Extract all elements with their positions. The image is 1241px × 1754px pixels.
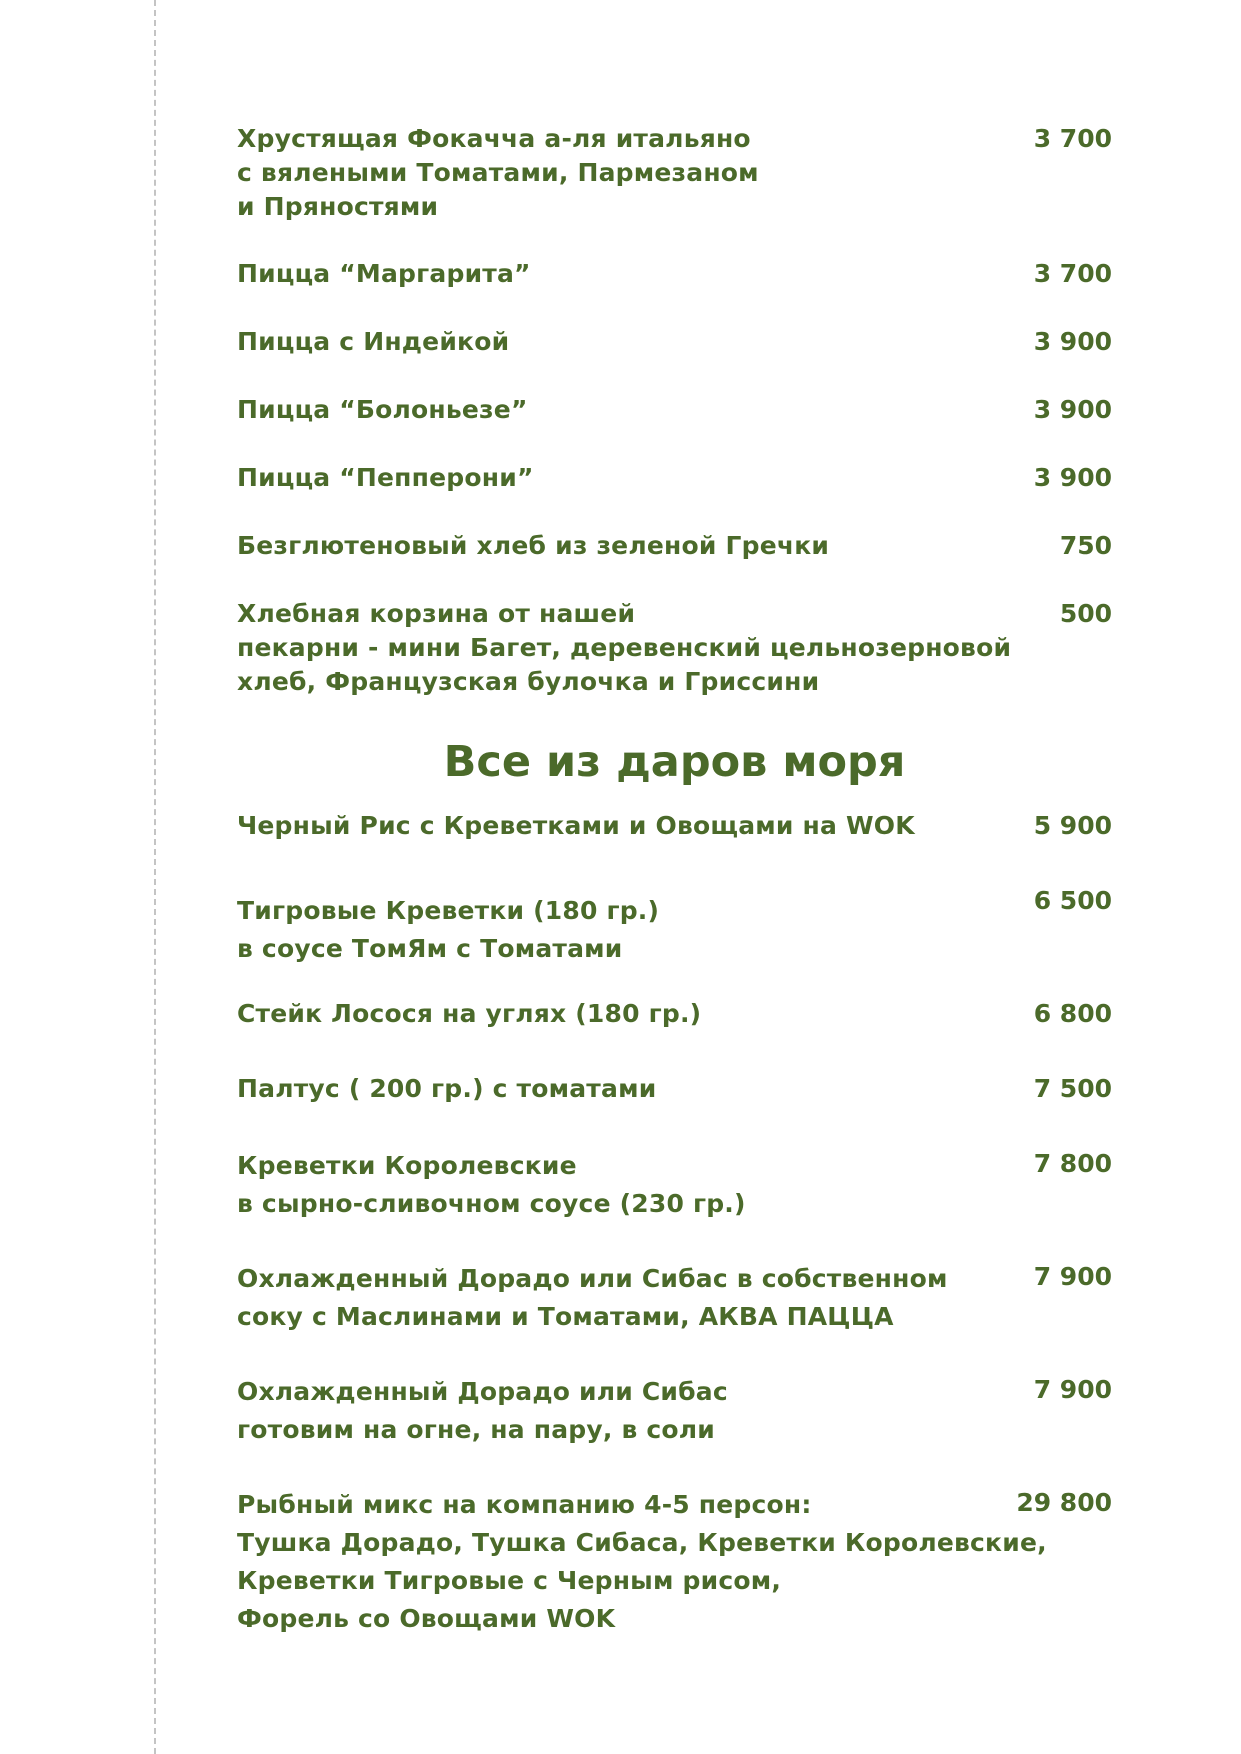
- menu-item-pizza-turkey: [237, 325, 1112, 359]
- margin-divider: [154, 0, 156, 1754]
- item-name: [237, 809, 997, 843]
- item-price: 3 900: [1033, 327, 1112, 356]
- menu-item-pizza-pepperoni: [237, 461, 1112, 495]
- item-name-line: Хлебная корзина от нашей: [237, 599, 636, 628]
- menu-item-fish-mix: [237, 1486, 1112, 1638]
- item-name-line: Тигровые Креветки (180 гр.): [237, 896, 660, 925]
- item-name-line: Хрустящая Фокачча а-ля итальяно: [237, 124, 751, 153]
- item-name-line: Креветки Королевские: [237, 1151, 577, 1180]
- item-name-line: в соусе ТомЯм с Томатами: [237, 934, 623, 963]
- menu-item-halibut: [237, 1072, 1112, 1106]
- item-name-line: Стейк Лосося на углях (180 гр.): [237, 999, 702, 1028]
- item-name-line: Пицца “Болоньезе”: [237, 395, 528, 424]
- item-price: 5 900: [1033, 811, 1112, 840]
- item-price: 7 900: [1033, 1262, 1112, 1291]
- item-name: [237, 122, 997, 224]
- item-name-line: с вялеными Томатами, Пармезаном: [237, 158, 759, 187]
- item-name-line: готовим на огне, на пару, в соли: [237, 1415, 716, 1444]
- menu-item-king-prawns: [237, 1147, 1112, 1223]
- item-price: 29 800: [1016, 1488, 1112, 1517]
- item-name: [237, 257, 997, 291]
- section-title-seafood: Все из даров моря: [443, 737, 906, 787]
- item-name-line: Форель со Овощами WOK: [237, 1604, 616, 1633]
- menu-item-dorado-acqua-pazza: [237, 1260, 1112, 1336]
- item-name-line: Креветки Тигровые с Черным рисом,: [237, 1566, 782, 1595]
- item-price: 750: [1059, 531, 1112, 560]
- item-name: [237, 597, 1012, 699]
- item-name-line: Черный Рис с Креветками и Овощами на WOK: [237, 811, 915, 840]
- item-name: [237, 1147, 997, 1223]
- menu-item-bread-basket: [237, 597, 1112, 699]
- item-name: [237, 325, 997, 359]
- item-name-line: Пицца “Пепперони”: [237, 463, 534, 492]
- item-price: 500: [1059, 599, 1112, 628]
- item-name-line: Тушка Дорадо, Тушка Сибаса, Креветки Королевские,: [237, 1528, 1047, 1557]
- item-name: [237, 393, 997, 427]
- menu-item-pizza-margarita: [237, 257, 1112, 291]
- item-name-line: Охлажденный Дорадо или Сибас: [237, 1377, 728, 1406]
- item-name: [237, 1373, 997, 1449]
- item-price: 7 800: [1033, 1149, 1112, 1178]
- item-name: [237, 892, 997, 968]
- item-name: [237, 1486, 1047, 1638]
- menu-item-tiger-shrimp: [237, 884, 1112, 964]
- item-name: [237, 997, 997, 1031]
- item-name: [237, 1072, 997, 1106]
- menu-item-gluten-free-bread: [237, 529, 1112, 563]
- item-name-line: Пицца “Маргарита”: [237, 259, 531, 288]
- item-name-line: Рыбный микс на компанию 4-5 персон:: [237, 1490, 812, 1519]
- item-name-line: и Пряностями: [237, 192, 439, 221]
- menu-item-salmon-steak: [237, 997, 1112, 1031]
- item-price: 6 500: [1033, 886, 1112, 915]
- item-name: [237, 461, 997, 495]
- item-name-line: Безглютеновый хлеб из зеленой Гречки: [237, 531, 830, 560]
- menu-item-focaccia: [237, 122, 1112, 224]
- item-price: 3 700: [1033, 259, 1112, 288]
- menu-item-pizza-bolognese: [237, 393, 1112, 427]
- item-name-line: соку с Маслинами и Томатами, АКВА ПАЦЦА: [237, 1302, 894, 1331]
- item-name-line: Палтус ( 200 гр.) с томатами: [237, 1074, 657, 1103]
- item-name-line: Пицца с Индейкой: [237, 327, 510, 356]
- item-name-line: хлеб, Французская булочка и Гриссини: [237, 667, 820, 696]
- menu-item-dorado-grill: [237, 1373, 1112, 1449]
- item-price: 3 900: [1033, 395, 1112, 424]
- item-price: 6 800: [1033, 999, 1112, 1028]
- item-price: 7 900: [1033, 1375, 1112, 1404]
- item-price: 7 500: [1033, 1074, 1112, 1103]
- item-name: [237, 1260, 997, 1336]
- item-name-line: Охлажденный Дорадо или Сибас в собственном: [237, 1264, 948, 1293]
- item-price: 3 900: [1033, 463, 1112, 492]
- menu-item-black-rice-wok: [237, 809, 1112, 843]
- item-name: [237, 529, 997, 563]
- item-name-line: в сырно-сливочном соусе (230 гр.): [237, 1189, 746, 1218]
- item-name-line: пекарни - мини Багет, деревенский цельнозерновой: [237, 633, 1012, 662]
- item-price: 3 700: [1033, 124, 1112, 153]
